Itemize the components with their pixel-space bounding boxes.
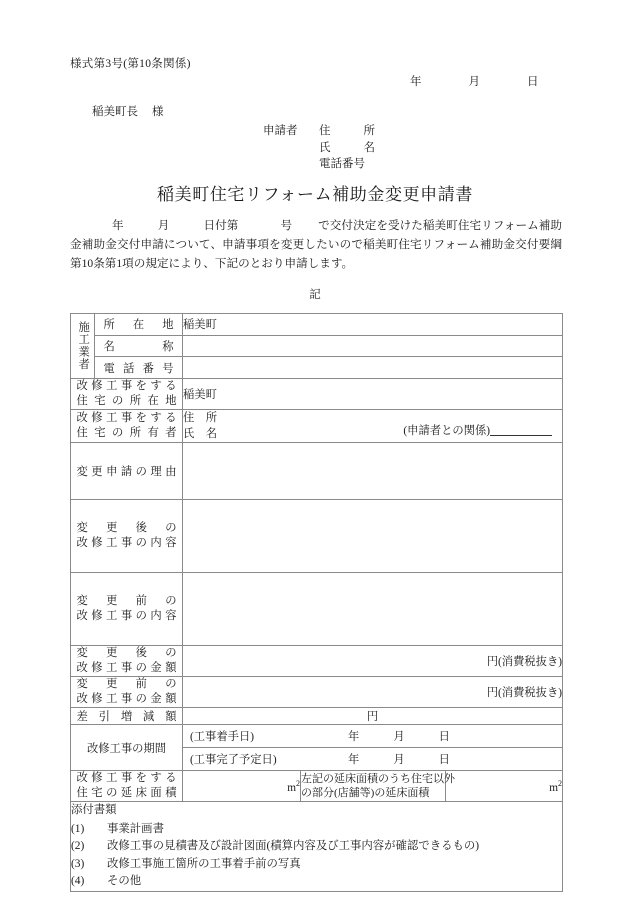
attachment-text-4: その他 xyxy=(107,875,142,887)
contractor-name-label: 名称 xyxy=(103,340,174,353)
floor-area-label-line2: 住宅の延床面積 xyxy=(76,787,177,799)
attachments-title: 添付書類 xyxy=(71,804,117,816)
content-before-label-cell xyxy=(71,573,183,646)
applicant-name-row xyxy=(263,140,375,157)
amount-after-unit[interactable]: 円(消費税抜き) xyxy=(183,646,563,677)
application-form-table xyxy=(70,313,563,892)
content-before-label-line2: 改修工事の内容 xyxy=(76,610,177,622)
house-location-label-cell xyxy=(71,379,183,410)
floor-area-label-line1: 改修工事をする xyxy=(76,772,177,784)
contractor-vertical-label-cell xyxy=(71,314,95,379)
table-row-attachments xyxy=(71,802,563,892)
contractor-name-value[interactable] xyxy=(183,335,563,357)
period-start-row xyxy=(183,725,562,747)
difference-unit[interactable]: 円 xyxy=(183,708,563,725)
page-title: 稲美町住宅リフォーム補助金変更申請書 xyxy=(157,185,473,204)
relation-blank-line[interactable] xyxy=(490,435,552,436)
amount-after-label-line2: 改修工事の金額 xyxy=(76,662,177,674)
attachment-text-1: 事業計画書 xyxy=(107,822,164,835)
content-before-value[interactable] xyxy=(183,573,563,646)
relation-label: (申請者との関係) xyxy=(403,425,491,437)
attachment-text-2: 改修工事の見積書及び設計図面(積算内容及び工事内容が確認できるもの) xyxy=(107,840,480,852)
table-row-amount-before xyxy=(71,677,563,708)
table-row-house-location xyxy=(71,379,563,410)
addressee-honorific: 様 xyxy=(152,106,164,118)
attachment-item-3 xyxy=(71,856,562,874)
house-owner-label-line2: 住宅の所有者 xyxy=(76,427,177,439)
amount-before-label-line2: 改修工事の金額 xyxy=(76,693,177,705)
period-start-month: 月 xyxy=(393,731,405,743)
content-after-label-cell xyxy=(71,500,183,573)
house-owner-name-label: 氏 名 xyxy=(183,428,217,440)
applicant-address-label: 住 所 xyxy=(319,125,375,137)
applicant-spacer-1 xyxy=(263,140,319,157)
table-row-content-before xyxy=(71,573,563,646)
header-date-month: 月 xyxy=(468,76,480,88)
applicant-phone-label: 電話番号 xyxy=(319,158,365,170)
period-end-cell[interactable] xyxy=(183,748,563,771)
amount-before-label-cell xyxy=(71,677,183,708)
house-owner-value-cell[interactable] xyxy=(183,410,563,443)
table-row-amount-after xyxy=(71,646,563,677)
body-year: 年 xyxy=(112,219,124,232)
period-start-cell[interactable] xyxy=(183,725,563,748)
floor-area-desc-line1: 左記の延床面積のうち住宅以外 xyxy=(301,772,455,785)
change-reason-label-cell xyxy=(71,443,183,500)
table-row-period-start xyxy=(71,725,563,748)
body-text-1: で交付決定を受けた稲美町住宅リフォーム xyxy=(318,219,539,232)
table-row-contractor-phone xyxy=(71,357,563,379)
floor-area-nonres-unit: m xyxy=(549,781,559,794)
content-after-label-line2: 改修工事の内容 xyxy=(76,537,177,549)
attachment-item-2 xyxy=(71,838,562,856)
attachment-number-1: (1) xyxy=(71,822,85,835)
period-start-day: 日 xyxy=(438,731,450,743)
table-row-house-owner xyxy=(71,410,563,443)
body-number-mark: 号 xyxy=(280,219,293,232)
period-label: 改修工事の期間 xyxy=(86,742,167,755)
applicant-phone-row xyxy=(263,156,375,173)
table-row-contractor-name xyxy=(71,335,563,357)
table-row-contractor-location xyxy=(71,314,563,336)
applicant-block xyxy=(263,123,375,173)
house-location-label-line1: 改修工事をする xyxy=(76,380,177,392)
table-row-difference xyxy=(71,708,563,725)
period-end-day: 日 xyxy=(438,754,450,766)
amount-after-label-cell xyxy=(71,646,183,677)
applicant-spacer-2 xyxy=(263,156,319,173)
floor-area-total-cell[interactable] xyxy=(183,771,301,802)
attachment-number-2: (2) xyxy=(71,840,85,852)
contractor-vertical-label: 施工業者 xyxy=(77,321,90,371)
floor-area-desc-cell xyxy=(301,771,455,802)
attachment-item-4 xyxy=(71,873,562,891)
header-date-line xyxy=(400,73,570,89)
floor-area-nonres-cell[interactable] xyxy=(446,771,563,802)
period-label-cell xyxy=(71,725,183,771)
attachment-number-3: (3) xyxy=(71,857,85,870)
contractor-location-value[interactable]: 稲美町 xyxy=(183,314,563,336)
period-start-label: (工事着手日) xyxy=(190,731,255,743)
body-text-2: 補助金補助金交付申請について、申請事項を変更したいので稲美町住宅リフォーム補助 xyxy=(70,219,562,251)
floor-area-total-unit: m xyxy=(287,781,296,794)
amount-after-label-line1: 変更後の xyxy=(76,647,177,659)
floor-area-label-cell xyxy=(71,771,183,802)
house-owner-label-cell xyxy=(71,410,183,443)
attachments-cell xyxy=(71,802,563,892)
attachment-number-4: (4) xyxy=(71,875,85,887)
period-end-year: 年 xyxy=(348,754,360,766)
body-day-label: 日付第 xyxy=(203,219,239,232)
contractor-phone-value[interactable] xyxy=(183,357,563,379)
form-number: 様式第3号(第10条関係) xyxy=(70,58,191,70)
attachment-item-1 xyxy=(71,821,562,839)
period-end-month: 月 xyxy=(393,754,405,766)
contractor-location-label-cell xyxy=(95,314,183,336)
floor-area-total-unit-sup: 2 xyxy=(296,778,300,788)
applicant-name-label: 氏 名 xyxy=(319,141,375,154)
addressee-name: 稲美町長 xyxy=(92,106,138,118)
attachment-text-3: 改修工事施工箇所の工事着手前の写真 xyxy=(107,857,301,870)
amount-before-label-line1: 変更前の xyxy=(76,678,177,690)
change-reason-label: 変更申請の理由 xyxy=(76,466,177,478)
body-text-3: 金交付要綱第10条第1項の規定により、下記のとおり申請します。 xyxy=(70,238,562,270)
content-after-value[interactable] xyxy=(183,500,563,573)
amount-before-unit[interactable]: 円(消費税抜き) xyxy=(183,677,563,708)
house-owner-address-label: 住 所 xyxy=(183,412,217,424)
body-paragraph xyxy=(70,216,562,273)
change-reason-value[interactable] xyxy=(183,443,563,500)
body-month: 月 xyxy=(157,219,170,232)
header-date-year: 年 xyxy=(410,76,422,88)
contractor-location-label: 所在地 xyxy=(103,319,174,332)
period-start-year: 年 xyxy=(348,731,360,743)
house-location-value[interactable]: 稲美町 xyxy=(183,379,563,410)
contractor-name-label-cell xyxy=(95,335,183,357)
period-end-label: (工事完了予定日) xyxy=(190,754,277,766)
content-after-label-line1: 変更後の xyxy=(76,522,177,534)
content-before-label-line1: 変更前の xyxy=(76,595,177,607)
table-row-floor-area xyxy=(71,771,563,802)
table-row-change-reason xyxy=(71,443,563,500)
contractor-phone-label: 電話番号 xyxy=(103,362,174,375)
floor-area-desc-line2: の部分(店舗等)の延床面積 xyxy=(301,787,430,799)
difference-label-cell xyxy=(71,708,183,725)
applicant-address-row xyxy=(263,123,375,140)
house-owner-relation-note xyxy=(403,423,552,439)
ki-mark: 記 xyxy=(309,289,321,301)
floor-area-nonres-unit-sup: 2 xyxy=(558,778,563,788)
addressee-line xyxy=(92,103,164,119)
contractor-phone-label-cell xyxy=(95,357,183,379)
header-date-day: 日 xyxy=(527,76,539,88)
period-end-row xyxy=(183,748,562,770)
applicant-label: 申請者 xyxy=(263,125,298,137)
difference-label: 差引増減額 xyxy=(76,711,177,723)
house-owner-label-line1: 改修工事をする xyxy=(76,412,177,424)
house-location-label-line2: 住宅の所在地 xyxy=(76,395,177,407)
table-row-content-after xyxy=(71,500,563,573)
